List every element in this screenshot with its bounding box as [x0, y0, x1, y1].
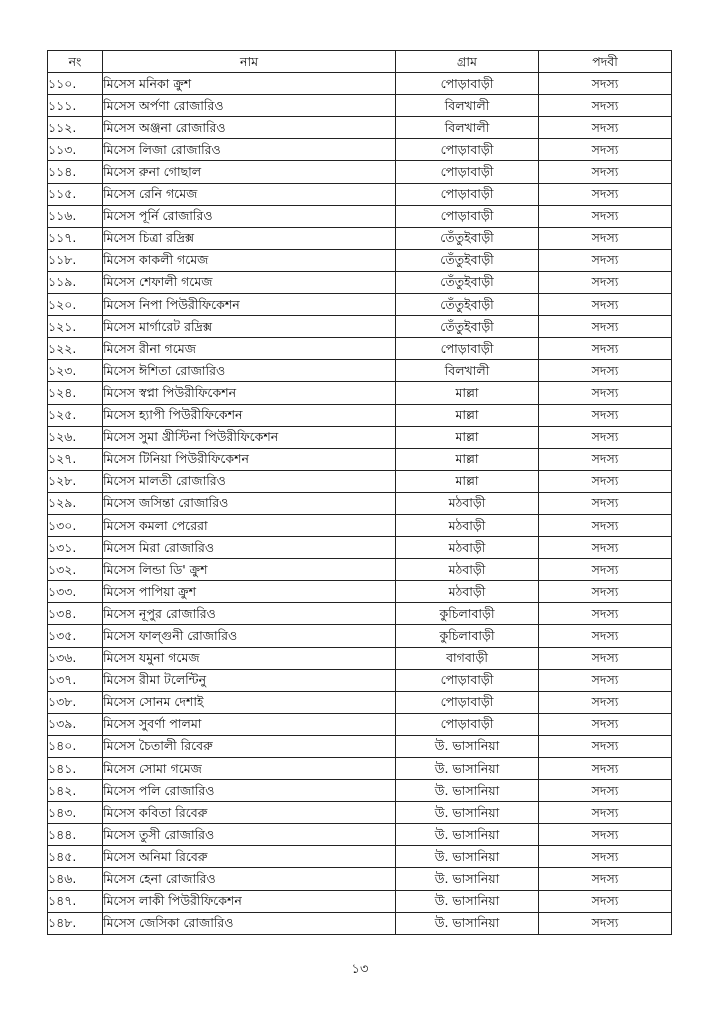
- village-cell: তেঁতুইবাড়ী: [396, 249, 539, 271]
- designation-cell: সদস্য: [539, 581, 672, 603]
- member-name-cell: মিসেস রীমা টলেন্টিনু: [103, 669, 396, 691]
- column-header-no: নং: [48, 51, 103, 73]
- village-cell: তেঁতুইবাড়ী: [396, 271, 539, 293]
- serial-number-cell: ১৩০.: [48, 514, 103, 536]
- serial-number-cell: ১৩৯.: [48, 713, 103, 735]
- member-name-cell: মিসেস নিপা পিউরীফিকেশন: [103, 294, 396, 316]
- table-row: [48, 382, 672, 404]
- village-cell: উ. ভাসানিয়া: [396, 912, 539, 934]
- village-cell: পোড়াবাড়ী: [396, 713, 539, 735]
- table-row: [48, 183, 672, 205]
- village-cell: পোড়াবাড়ী: [396, 73, 539, 95]
- member-name-cell: মিসেস সোমা গমেজ: [103, 758, 396, 780]
- member-name-cell: মিসেস কাকলী গমেজ: [103, 249, 396, 271]
- table-row: [48, 669, 672, 691]
- table-row: [48, 514, 672, 536]
- serial-number-cell: ১১১.: [48, 95, 103, 117]
- village-cell: বিলখালী: [396, 117, 539, 139]
- table-row: [48, 713, 672, 735]
- serial-number-cell: ১২২.: [48, 338, 103, 360]
- designation-cell: সদস্য: [539, 514, 672, 536]
- designation-cell: সদস্য: [539, 691, 672, 713]
- serial-number-cell: ১১৪.: [48, 161, 103, 183]
- member-name-cell: মিসেস হ্যাপী পিউরীফিকেশন: [103, 404, 396, 426]
- designation-cell: সদস্য: [539, 73, 672, 95]
- village-cell: বিলখালী: [396, 360, 539, 382]
- designation-cell: সদস্য: [539, 294, 672, 316]
- serial-number-cell: ১২৪.: [48, 382, 103, 404]
- designation-cell: সদস্য: [539, 669, 672, 691]
- member-name-cell: মিসেস নূপুর রোজারিও: [103, 603, 396, 625]
- village-cell: উ. ভাসানিয়া: [396, 824, 539, 846]
- member-name-cell: মিসেস মালতী রোজারিও: [103, 470, 396, 492]
- designation-cell: সদস্য: [539, 890, 672, 912]
- member-name-cell: মিসেস পূর্নি রোজারিও: [103, 205, 396, 227]
- member-name-cell: মিসেস লিজা রোজারিও: [103, 139, 396, 161]
- serial-number-cell: ১৪৪.: [48, 824, 103, 846]
- member-name-cell: মিসেস রুনা গোছাল: [103, 161, 396, 183]
- serial-number-cell: ১২৯.: [48, 492, 103, 514]
- table-row: [48, 780, 672, 802]
- village-cell: মঠবাড়ী: [396, 537, 539, 559]
- member-name-cell: মিসেস রেনি গমেজ: [103, 183, 396, 205]
- designation-cell: সদস্য: [539, 448, 672, 470]
- page-number: ১৩: [351, 962, 369, 977]
- village-cell: উ. ভাসানিয়া: [396, 846, 539, 868]
- table-row: [48, 846, 672, 868]
- table-header-row: [48, 51, 672, 73]
- designation-cell: সদস্য: [539, 625, 672, 647]
- serial-number-cell: ১৪০.: [48, 735, 103, 757]
- member-name-cell: মিসেস কমলা পেরেরা: [103, 514, 396, 536]
- serial-number-cell: ১১৩.: [48, 139, 103, 161]
- serial-number-cell: ১৩১.: [48, 537, 103, 559]
- member-name-cell: মিসেস জসিন্তা রোজারিও: [103, 492, 396, 514]
- designation-cell: সদস্য: [539, 780, 672, 802]
- member-name-cell: মিসেস মার্গারেট রদ্রিক্স: [103, 316, 396, 338]
- designation-cell: সদস্য: [539, 735, 672, 757]
- serial-number-cell: ১৪৫.: [48, 846, 103, 868]
- member-name-cell: মিসেস অনিমা রিবেরু: [103, 846, 396, 868]
- designation-cell: সদস্য: [539, 227, 672, 249]
- member-name-cell: মিসেস টিনিয়া পিউরীফিকেশন: [103, 448, 396, 470]
- table-row: [48, 271, 672, 293]
- table-row: [48, 404, 672, 426]
- designation-cell: সদস্য: [539, 537, 672, 559]
- table-row: [48, 95, 672, 117]
- designation-cell: সদস্য: [539, 382, 672, 404]
- member-name-cell: মিসেস চৈতালী রিবেরু: [103, 735, 396, 757]
- designation-cell: সদস্য: [539, 824, 672, 846]
- serial-number-cell: ১৪২.: [48, 780, 103, 802]
- designation-cell: সদস্য: [539, 183, 672, 205]
- table-row: [48, 492, 672, 514]
- designation-cell: সদস্য: [539, 338, 672, 360]
- serial-number-cell: ১৩৪.: [48, 603, 103, 625]
- village-cell: তেঁতুইবাড়ী: [396, 316, 539, 338]
- table-row: [48, 227, 672, 249]
- member-name-cell: মিসেস কবিতা রিবেরু: [103, 802, 396, 824]
- village-cell: মঠবাড়ী: [396, 581, 539, 603]
- serial-number-cell: ১১৮.: [48, 249, 103, 271]
- table-row: [48, 294, 672, 316]
- designation-cell: সদস্য: [539, 360, 672, 382]
- member-name-cell: মিসেস মিরা রোজারিও: [103, 537, 396, 559]
- serial-number-cell: ১৩৩.: [48, 581, 103, 603]
- serial-number-cell: ১২৬.: [48, 426, 103, 448]
- table-row: [48, 448, 672, 470]
- designation-cell: সদস্য: [539, 868, 672, 890]
- designation-cell: সদস্য: [539, 404, 672, 426]
- serial-number-cell: ১২০.: [48, 294, 103, 316]
- member-name-cell: মিসেস স্বপ্না পিউরীফিকেশন: [103, 382, 396, 404]
- member-name-cell: মিসেস লাকী পিউরীফিকেশন: [103, 890, 396, 912]
- village-cell: উ. ভাসানিয়া: [396, 780, 539, 802]
- member-name-cell: মিসেস রীনা গমেজ: [103, 338, 396, 360]
- serial-number-cell: ১২১.: [48, 316, 103, 338]
- designation-cell: সদস্য: [539, 470, 672, 492]
- designation-cell: সদস্য: [539, 205, 672, 227]
- serial-number-cell: ১২৮.: [48, 470, 103, 492]
- village-cell: পোড়াবাড়ী: [396, 338, 539, 360]
- serial-number-cell: ১৩৮.: [48, 691, 103, 713]
- member-name-cell: মিসেস মনিকা ক্রুশ: [103, 73, 396, 95]
- serial-number-cell: ১৪৩.: [48, 802, 103, 824]
- village-cell: কুচিলাবাড়ী: [396, 603, 539, 625]
- member-name-cell: মিসেস যমুনা গমেজ: [103, 647, 396, 669]
- member-name-cell: মিসেস সুমা খ্রীস্টিনা পিউরীফিকেশন: [103, 426, 396, 448]
- village-cell: তেঁতুইবাড়ী: [396, 227, 539, 249]
- serial-number-cell: ১১৯.: [48, 271, 103, 293]
- member-table: [47, 50, 672, 935]
- table-row: [48, 758, 672, 780]
- member-name-cell: মিসেস পলি রোজারিও: [103, 780, 396, 802]
- village-cell: পোড়াবাড়ী: [396, 183, 539, 205]
- serial-number-cell: ১২৩.: [48, 360, 103, 382]
- table-row: [48, 249, 672, 271]
- village-cell: মঠবাড়ী: [396, 492, 539, 514]
- table-row: [48, 338, 672, 360]
- member-name-cell: মিসেস হেনা রোজারিও: [103, 868, 396, 890]
- village-cell: পোড়াবাড়ী: [396, 139, 539, 161]
- village-cell: পোড়াবাড়ী: [396, 161, 539, 183]
- member-name-cell: মিসেস জেসিকা রোজারিও: [103, 912, 396, 934]
- village-cell: উ. ভাসানিয়া: [396, 735, 539, 757]
- table-row: [48, 139, 672, 161]
- table-row: [48, 360, 672, 382]
- table-row: [48, 625, 672, 647]
- serial-number-cell: ১৪৬.: [48, 868, 103, 890]
- table-row: [48, 205, 672, 227]
- designation-cell: সদস্য: [539, 802, 672, 824]
- village-cell: পোড়াবাড়ী: [396, 205, 539, 227]
- village-cell: উ. ভাসানিয়া: [396, 758, 539, 780]
- table-row: [48, 890, 672, 912]
- member-name-cell: মিসেস অঞ্জনা রোজারিও: [103, 117, 396, 139]
- designation-cell: সদস্য: [539, 95, 672, 117]
- serial-number-cell: ১১৬.: [48, 205, 103, 227]
- serial-number-cell: ১১০.: [48, 73, 103, 95]
- table-row: [48, 691, 672, 713]
- member-name-cell: মিসেস চিত্রা রদ্রিক্স: [103, 227, 396, 249]
- village-cell: মাল্লা: [396, 404, 539, 426]
- village-cell: মাল্লা: [396, 426, 539, 448]
- member-name-cell: মিসেস লিন্ডা ডি' ক্রুশ: [103, 559, 396, 581]
- village-cell: বাগবাড়ী: [396, 647, 539, 669]
- designation-cell: সদস্য: [539, 846, 672, 868]
- designation-cell: সদস্য: [539, 492, 672, 514]
- serial-number-cell: ১৪৮.: [48, 912, 103, 934]
- table-row: [48, 603, 672, 625]
- designation-cell: সদস্য: [539, 713, 672, 735]
- serial-number-cell: ১২৭.: [48, 448, 103, 470]
- village-cell: কুচিলাবাড়ী: [396, 625, 539, 647]
- table-row: [48, 73, 672, 95]
- village-cell: মাল্লা: [396, 448, 539, 470]
- serial-number-cell: ১৩২.: [48, 559, 103, 581]
- table-row: [48, 559, 672, 581]
- serial-number-cell: ১৪১.: [48, 758, 103, 780]
- village-cell: মঠবাড়ী: [396, 514, 539, 536]
- member-name-cell: মিসেস তুসী রোজারিও: [103, 824, 396, 846]
- village-cell: উ. ভাসানিয়া: [396, 890, 539, 912]
- designation-cell: সদস্য: [539, 249, 672, 271]
- village-cell: মঠবাড়ী: [396, 559, 539, 581]
- village-cell: পোড়াবাড়ী: [396, 691, 539, 713]
- member-name-cell: মিসেস পাপিয়া ক্রুশ: [103, 581, 396, 603]
- serial-number-cell: ১৩৬.: [48, 647, 103, 669]
- table-row: [48, 802, 672, 824]
- designation-cell: সদস্য: [539, 271, 672, 293]
- village-cell: মাল্লা: [396, 382, 539, 404]
- designation-cell: সদস্য: [539, 912, 672, 934]
- serial-number-cell: ১২৫.: [48, 404, 103, 426]
- designation-cell: সদস্য: [539, 758, 672, 780]
- member-rows: [48, 73, 672, 935]
- member-name-cell: মিসেস ফাল্গুনী রোজারিও: [103, 625, 396, 647]
- designation-cell: সদস্য: [539, 559, 672, 581]
- column-header-village: গ্রাম: [396, 51, 539, 73]
- column-header-name: নাম: [103, 51, 396, 73]
- member-name-cell: মিসেস ঈশিতা রোজারিও: [103, 360, 396, 382]
- column-header-role: পদবী: [539, 51, 672, 73]
- village-cell: পোড়াবাড়ী: [396, 669, 539, 691]
- member-name-cell: মিসেস সোনম দেশাই: [103, 691, 396, 713]
- designation-cell: সদস্য: [539, 603, 672, 625]
- table-row: [48, 537, 672, 559]
- table-row: [48, 316, 672, 338]
- designation-cell: সদস্য: [539, 161, 672, 183]
- member-name-cell: মিসেস সুবর্ণা পালমা: [103, 713, 396, 735]
- table-row: [48, 470, 672, 492]
- table-row: [48, 647, 672, 669]
- village-cell: মাল্লা: [396, 470, 539, 492]
- table-row: [48, 426, 672, 448]
- table-row: [48, 735, 672, 757]
- member-name-cell: মিসেস অর্পণা রোজারিও: [103, 95, 396, 117]
- serial-number-cell: ১১৭.: [48, 227, 103, 249]
- designation-cell: সদস্য: [539, 647, 672, 669]
- village-cell: উ. ভাসানিয়া: [396, 868, 539, 890]
- table-row: [48, 117, 672, 139]
- table-row: [48, 912, 672, 934]
- village-cell: বিলখালী: [396, 95, 539, 117]
- village-cell: উ. ভাসানিয়া: [396, 802, 539, 824]
- member-name-cell: মিসেস শেফালী গমেজ: [103, 271, 396, 293]
- table-row: [48, 824, 672, 846]
- designation-cell: সদস্য: [539, 117, 672, 139]
- serial-number-cell: ১১২.: [48, 117, 103, 139]
- table-row: [48, 868, 672, 890]
- serial-number-cell: ১৩৭.: [48, 669, 103, 691]
- serial-number-cell: ১৩৫.: [48, 625, 103, 647]
- designation-cell: সদস্য: [539, 316, 672, 338]
- table-row: [48, 581, 672, 603]
- serial-number-cell: ১১৫.: [48, 183, 103, 205]
- designation-cell: সদস্য: [539, 426, 672, 448]
- table-row: [48, 161, 672, 183]
- village-cell: তেঁতুইবাড়ী: [396, 294, 539, 316]
- designation-cell: সদস্য: [539, 139, 672, 161]
- serial-number-cell: ১৪৭.: [48, 890, 103, 912]
